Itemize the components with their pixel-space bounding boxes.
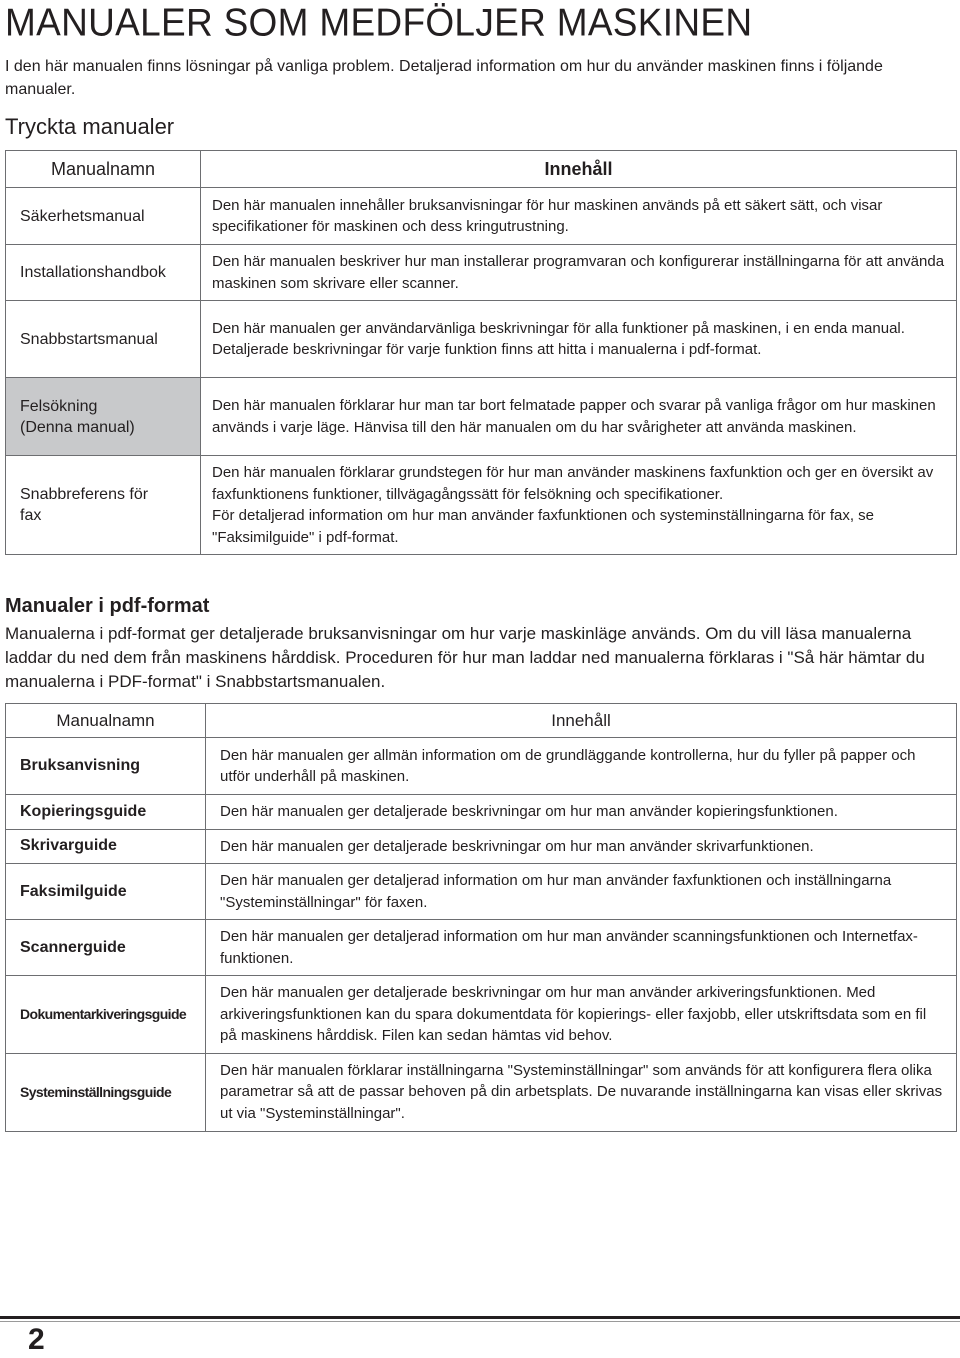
manual-description: Den här manualen ger detaljerad information om hur man använder faxfunktionen och inställningarna "Systeminställningar" för faxen. [206, 864, 957, 920]
column-header-content: Innehåll [206, 704, 957, 738]
manual-description: Den här manualen innehåller bruksanvisningar för hur maskinen används på ett säkert sätt, och visar specifikationer för maskinen och dess kringutrustning. [201, 188, 957, 245]
table-row [6, 976, 957, 1054]
manual-name: Scannerguide [6, 920, 206, 976]
manual-description: Den här manualen ger allmän information om de grundläggande kontrollerna, hur du fyller på papper och utför underhåll på maskinen. [206, 738, 957, 795]
manual-name: Dokumentarkiveringsguide [6, 976, 206, 1054]
table-row [6, 1053, 957, 1131]
table-row [6, 829, 957, 864]
manual-description: Den här manualen förklarar grundstegen för hur man använder maskinens faxfunktion och ger en översikt av faxfunktionens funktioner, tillvägagångssätt för felsökning och specifikationer. För detaljerad information om hur man använder faxfunktionen och systeminställningarna för fax, se "Faksimilguide" i pdf-format. [201, 456, 957, 555]
printed-manuals-heading: Tryckta manualer [5, 114, 175, 139]
manual-description: Den här manualen ger detaljerade beskrivningar om hur man använder skrivarfunktionen. [206, 829, 957, 864]
manual-description: Den här manualen ger detaljerade beskrivningar om hur man använder kopieringsfunktionen. [206, 795, 957, 830]
manual-name: Systeminställningsguide [6, 1053, 206, 1131]
manual-name: Kopieringsguide [6, 795, 206, 830]
table-row [6, 864, 957, 920]
pdf-manuals-heading: Manualer i pdf-format [5, 595, 210, 617]
table-row [6, 456, 957, 555]
manual-name: Snabbstartsmanual [6, 301, 201, 378]
manual-name: Bruksanvisning [6, 738, 206, 795]
manual-name: Faksimilguide [6, 864, 206, 920]
column-header-name: Manualnamn [6, 704, 206, 738]
manual-description: Den här manualen förklarar hur man tar bort felmatade papper och svarar på vanliga frågor om hur maskinen används i varje läge. Hänvisa till den här manualen om du har svårigheter att använda maskinen. [201, 378, 957, 456]
page-number: 2 [28, 1323, 45, 1356]
manual-description: Den här manualen ger detaljerad information om hur man använder scanningsfunktionen och Internetfax-funktionen. [206, 920, 957, 976]
table-row [6, 378, 957, 456]
manual-description: Den här manualen förklarar inställningarna "Systeminställningar" som används för att konfigurera flera olika parametrar så att de passar behoven på din arbetsplats. De nuvarande inställningarna kan visas eller skrivas ut via "Systeminställningar". [206, 1053, 957, 1131]
manual-description: Den här manualen beskriver hur man installerar programvaran och konfigurerar inställningarna för att använda maskinen som skrivare eller scanner. [201, 245, 957, 301]
manual-name: Snabbreferens för fax [6, 456, 201, 555]
page-title: MANUALER SOM MEDFÖLJER MASKINEN [5, 1, 753, 45]
table-row [6, 301, 957, 378]
table-row [6, 920, 957, 976]
table-row [6, 245, 957, 301]
pdf-intro-text: Manualerna i pdf-format ger detaljerade bruksanvisningar om hur varje maskinläge används. Om du vill läsa manualerna laddar du ned dem från maskinens hårddisk. Proceduren för hur man laddar ned manualerna förklaras i "Så här hämtar du manualerna i PDF-format" i Snabbstartsmanualen. [5, 624, 925, 691]
column-header-name: Manualnamn [6, 151, 201, 188]
manual-description: Den här manualen ger användarvänliga beskrivningar för alla funktioner på maskinen, i en enda manual. Detaljerade beskrivningar för varje funktion finns att hitta i manualerna i pdf-format. [201, 301, 957, 378]
pdf-manuals-table [5, 703, 957, 1132]
manual-name-current: Felsökning (Denna manual) [6, 378, 201, 456]
manual-name: Skrivarguide [6, 829, 206, 864]
footer-rule-thin [0, 1321, 960, 1322]
intro-text: I den här manualen finns lösningar på vanliga problem. Detaljerad information om hur du använder maskinen finns i följande manualer. [5, 58, 883, 98]
table-row [6, 188, 957, 245]
manual-name: Installationshandbok [6, 245, 201, 301]
column-header-content: Innehåll [201, 151, 957, 188]
manual-name: Säkerhetsmanual [6, 188, 201, 245]
manual-description: Den här manualen ger detaljerade beskrivningar om hur man använder arkiveringsfunktionen. Med arkiveringsfunktionen kan du spara dokumentdata för kopierings- eller faxjobb, eller utskriftsdata som en fil på maskinens hårddisk. Filen kan sedan hämtas vid behov. [206, 976, 957, 1054]
footer-rule [0, 1316, 960, 1319]
table-row [6, 795, 957, 830]
printed-manuals-table [5, 150, 957, 555]
table-row [6, 738, 957, 795]
